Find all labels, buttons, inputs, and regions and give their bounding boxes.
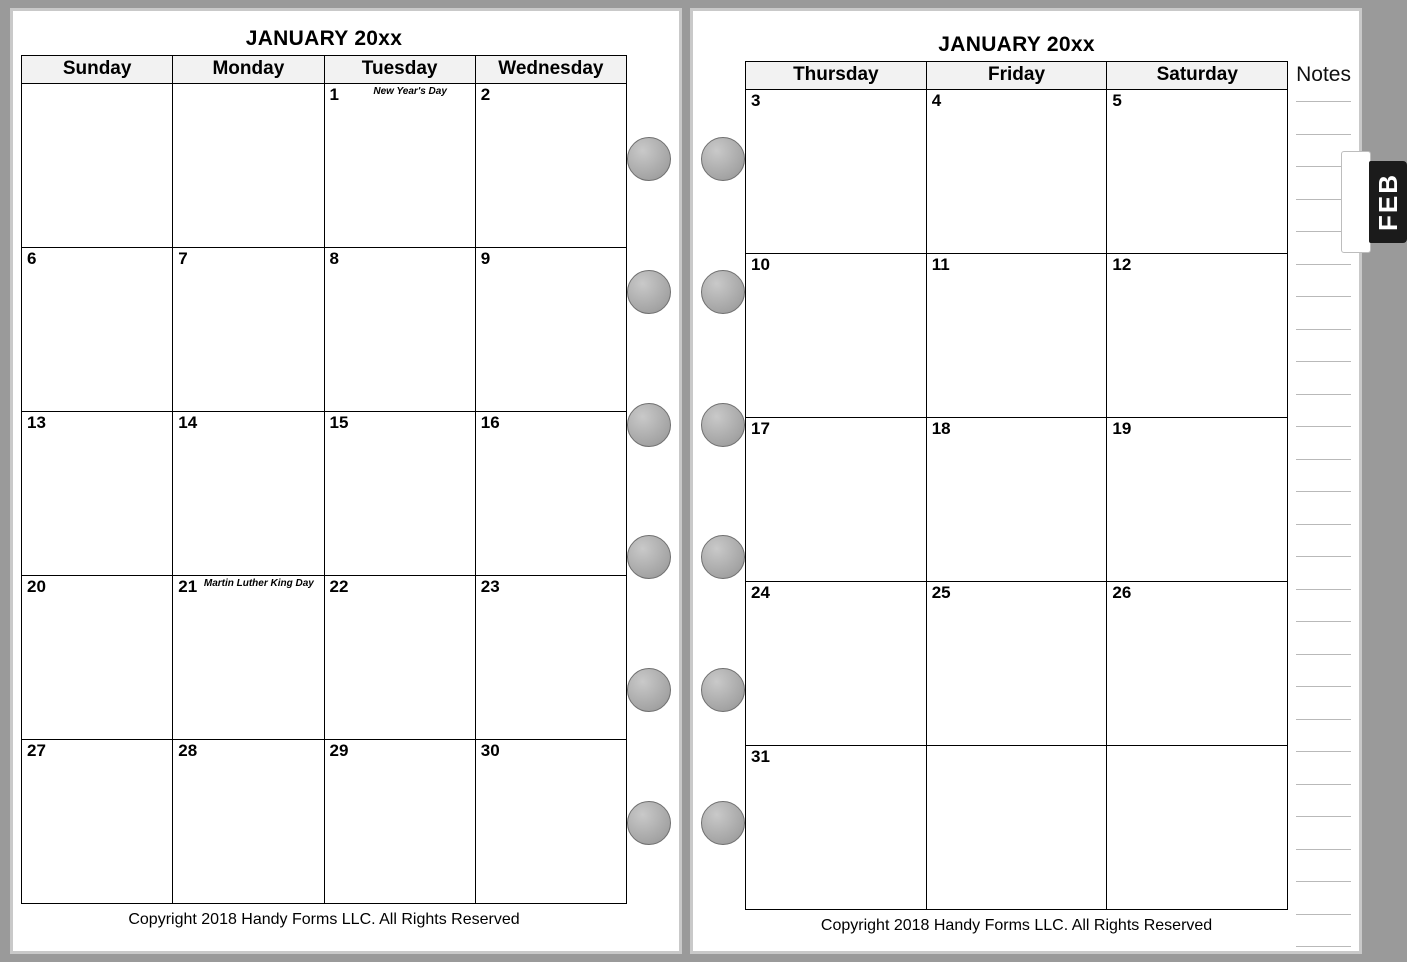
calendar-week-row bbox=[22, 740, 627, 904]
right-calendar-grid bbox=[745, 61, 1288, 910]
tab-label: FEB bbox=[1372, 173, 1403, 231]
day-cell[interactable] bbox=[173, 576, 324, 740]
ring-hole bbox=[627, 137, 671, 181]
day-number: 20 bbox=[27, 577, 46, 596]
notes-line[interactable] bbox=[1296, 655, 1351, 688]
column-header-tuesday: Tuesday bbox=[324, 56, 475, 84]
day-cell[interactable] bbox=[324, 576, 475, 740]
day-number: 2 bbox=[480, 85, 491, 104]
day-cell[interactable] bbox=[22, 84, 173, 248]
notes-line[interactable] bbox=[1296, 492, 1351, 525]
notes-line[interactable] bbox=[1296, 460, 1351, 493]
calendar-week-row bbox=[22, 84, 627, 248]
day-number: 16 bbox=[480, 413, 500, 432]
day-number: 29 bbox=[329, 741, 349, 760]
day-cell[interactable] bbox=[746, 254, 927, 418]
left-page bbox=[10, 8, 682, 954]
day-cell[interactable] bbox=[746, 582, 927, 746]
ring-hole bbox=[627, 535, 671, 579]
day-cell[interactable] bbox=[1107, 90, 1288, 254]
holiday-label: New Year's Day bbox=[373, 86, 447, 97]
notes-line[interactable] bbox=[1296, 882, 1351, 915]
ring-hole bbox=[627, 403, 671, 447]
notes-line[interactable] bbox=[1296, 720, 1351, 753]
ring-hole bbox=[701, 403, 745, 447]
day-number: 9 bbox=[480, 249, 491, 268]
day-cell[interactable] bbox=[475, 576, 626, 740]
day-cell[interactable] bbox=[324, 412, 475, 576]
column-header-sunday: Sunday bbox=[22, 56, 173, 84]
day-cell[interactable] bbox=[22, 576, 173, 740]
notes-line[interactable] bbox=[1296, 395, 1351, 428]
day-number: 5 bbox=[1112, 91, 1122, 110]
notes-line[interactable] bbox=[1296, 752, 1351, 785]
column-header-thursday: Thursday bbox=[746, 62, 927, 90]
day-cell[interactable] bbox=[926, 90, 1107, 254]
notes-line[interactable] bbox=[1296, 265, 1351, 298]
ring-hole bbox=[627, 801, 671, 845]
day-cell[interactable] bbox=[22, 248, 173, 412]
day-cell[interactable] bbox=[475, 740, 626, 904]
notes-line[interactable] bbox=[1296, 297, 1351, 330]
notes-line[interactable] bbox=[1296, 817, 1351, 850]
ring-hole bbox=[701, 535, 745, 579]
day-cell[interactable] bbox=[173, 412, 324, 576]
day-number: 12 bbox=[1112, 255, 1132, 274]
ring-hole bbox=[701, 137, 745, 181]
notes-line[interactable] bbox=[1296, 915, 1351, 948]
day-number: 22 bbox=[329, 577, 349, 596]
day-number: 21 bbox=[178, 577, 198, 596]
day-number: 6 bbox=[27, 249, 37, 268]
day-cell[interactable] bbox=[926, 418, 1107, 582]
column-header-wednesday: Wednesday bbox=[475, 56, 626, 84]
calendar-week-row bbox=[746, 746, 1288, 910]
ring-hole bbox=[701, 801, 745, 845]
ring-hole bbox=[701, 270, 745, 314]
calendar-week-row bbox=[746, 418, 1288, 582]
day-cell[interactable] bbox=[324, 740, 475, 904]
day-cell[interactable] bbox=[22, 412, 173, 576]
day-number: 28 bbox=[178, 741, 198, 760]
notes-line[interactable] bbox=[1296, 785, 1351, 818]
day-number: 13 bbox=[27, 413, 46, 432]
notes-line[interactable] bbox=[1296, 622, 1351, 655]
day-cell[interactable] bbox=[324, 248, 475, 412]
notes-line[interactable] bbox=[1296, 850, 1351, 883]
day-cell[interactable] bbox=[22, 740, 173, 904]
calendar-week-row bbox=[746, 90, 1288, 254]
tab-paper-edge bbox=[1341, 151, 1371, 253]
day-number: 26 bbox=[1112, 583, 1132, 602]
notes-line[interactable] bbox=[1296, 525, 1351, 558]
day-number: 10 bbox=[751, 255, 770, 274]
notes-line[interactable] bbox=[1296, 687, 1351, 720]
notes-line[interactable] bbox=[1296, 427, 1351, 460]
day-cell[interactable] bbox=[746, 418, 927, 582]
day-cell[interactable] bbox=[475, 84, 626, 248]
day-cell[interactable] bbox=[926, 254, 1107, 418]
day-number: 23 bbox=[480, 577, 500, 596]
column-header-friday: Friday bbox=[926, 62, 1107, 90]
day-cell[interactable] bbox=[1107, 418, 1288, 582]
day-cell[interactable] bbox=[746, 746, 927, 910]
right-ring-holes bbox=[701, 21, 745, 947]
day-number: 18 bbox=[931, 419, 951, 438]
notes-line[interactable] bbox=[1296, 557, 1351, 590]
notes-line[interactable] bbox=[1296, 330, 1351, 363]
right-month-title: JANUARY 20xx bbox=[938, 33, 1095, 56]
day-cell[interactable] bbox=[173, 248, 324, 412]
day-number: 15 bbox=[329, 413, 349, 432]
day-number: 30 bbox=[480, 741, 500, 760]
day-number: 31 bbox=[751, 747, 770, 766]
calendar-week-row bbox=[22, 412, 627, 576]
calendar-week-row bbox=[22, 248, 627, 412]
right-weekday-header-row bbox=[746, 62, 1288, 90]
day-number: 25 bbox=[931, 583, 951, 602]
day-number: 7 bbox=[178, 249, 188, 268]
notes-line[interactable] bbox=[1296, 101, 1351, 135]
day-cell[interactable] bbox=[746, 90, 927, 254]
right-page bbox=[690, 8, 1403, 954]
holiday-label: Martin Luther King Day bbox=[203, 578, 314, 589]
day-number: 11 bbox=[931, 255, 950, 274]
day-number: 14 bbox=[178, 413, 198, 432]
day-cell[interactable] bbox=[926, 746, 1107, 910]
day-number: 4 bbox=[931, 91, 942, 110]
calendar-week-row bbox=[22, 576, 627, 740]
column-header-saturday: Saturday bbox=[1107, 62, 1288, 90]
left-month-title: JANUARY 20xx bbox=[245, 27, 403, 50]
day-number: 3 bbox=[751, 91, 761, 110]
ring-hole bbox=[627, 668, 671, 712]
day-cell[interactable] bbox=[1107, 582, 1288, 746]
ring-hole bbox=[701, 668, 745, 712]
day-cell[interactable] bbox=[1107, 746, 1288, 910]
day-cell[interactable] bbox=[475, 248, 626, 412]
day-number: 27 bbox=[27, 741, 46, 760]
left-ring-holes bbox=[627, 21, 671, 947]
day-number: 24 bbox=[751, 583, 770, 602]
calendar-week-row bbox=[746, 582, 1288, 746]
notes-line[interactable] bbox=[1296, 362, 1351, 395]
notes-title: Notes bbox=[1296, 63, 1351, 86]
day-number: 1 bbox=[329, 85, 339, 104]
left-weekday-header-row bbox=[22, 56, 627, 84]
month-divider-tab-feb[interactable] bbox=[1359, 151, 1407, 253]
day-cell[interactable] bbox=[1107, 254, 1288, 418]
day-cell[interactable] bbox=[926, 582, 1107, 746]
ring-hole bbox=[627, 270, 671, 314]
notes-line[interactable] bbox=[1296, 590, 1351, 623]
left-calendar-grid bbox=[21, 55, 627, 904]
column-header-monday: Monday bbox=[173, 56, 324, 84]
day-cell[interactable] bbox=[324, 84, 475, 248]
calendar-week-row bbox=[746, 254, 1288, 418]
day-number: 8 bbox=[329, 249, 339, 268]
tab-label-plate[interactable] bbox=[1369, 161, 1407, 243]
day-number: 19 bbox=[1112, 419, 1132, 438]
day-cell[interactable] bbox=[173, 84, 324, 248]
day-cell[interactable] bbox=[173, 740, 324, 904]
day-cell[interactable] bbox=[475, 412, 626, 576]
left-copyright: Copyright 2018 Handy Forms LLC. All Rights Reserved bbox=[128, 911, 520, 928]
day-number: 17 bbox=[751, 419, 770, 438]
right-copyright: Copyright 2018 Handy Forms LLC. All Rights Reserved bbox=[820, 917, 1213, 934]
